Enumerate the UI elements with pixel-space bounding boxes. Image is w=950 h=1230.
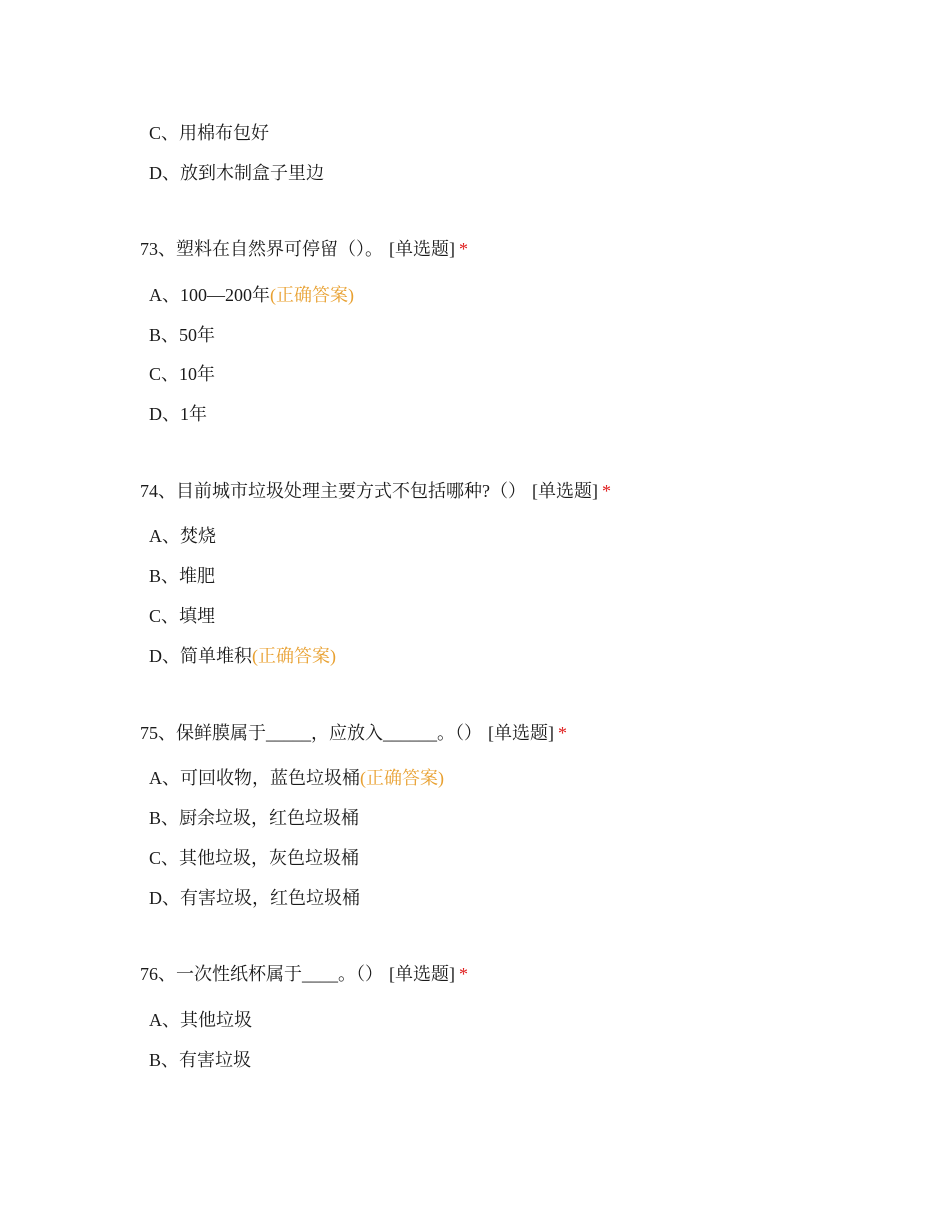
option-text: 有害垃圾，红色垃圾桶	[180, 888, 360, 908]
correct-answer-label: (正确答案)	[270, 285, 354, 305]
option-letter: C、	[149, 606, 180, 626]
option-c	[149, 847, 359, 869]
option-b	[149, 1049, 251, 1071]
option-letter: A、	[149, 285, 180, 305]
option-letter: B、	[149, 325, 180, 345]
question-title: 73、塑料在自然界可停留（）。	[140, 239, 383, 259]
option-text: 1年	[180, 404, 207, 424]
option-a	[149, 767, 444, 789]
option-text: 其他垃圾，灰色垃圾桶	[179, 848, 360, 868]
option-d	[149, 887, 360, 909]
option-c	[149, 605, 215, 627]
required-mark: *	[459, 964, 468, 984]
option-a	[149, 1009, 252, 1031]
option-text: 10年	[179, 364, 216, 384]
option-letter: B、	[149, 808, 180, 828]
question-title-row	[140, 480, 611, 502]
option-letter: C、	[149, 364, 180, 384]
option-letter: B、	[149, 566, 180, 586]
option-a	[149, 284, 354, 306]
option-letter: A、	[149, 768, 180, 788]
option-c	[149, 363, 215, 385]
option-text: 填埋	[179, 606, 216, 626]
option-letter: C、	[149, 123, 180, 143]
option-text: 焚烧	[180, 526, 216, 546]
option-d	[149, 162, 324, 184]
question-type-tag: [单选题]	[389, 964, 455, 984]
option-a	[149, 525, 216, 547]
option-b	[149, 565, 215, 587]
option-d	[149, 645, 336, 667]
required-mark: *	[459, 239, 468, 259]
option-text: 堆肥	[179, 566, 216, 586]
option-letter: B、	[149, 1050, 180, 1070]
question-title-row	[140, 722, 567, 744]
question-title: 74、目前城市垃圾处理主要方式不包括哪种?（）	[140, 481, 526, 501]
option-text: 用棉布包好	[179, 123, 270, 143]
required-mark: *	[558, 723, 567, 743]
question-title-row	[140, 238, 468, 260]
option-letter: A、	[149, 1010, 180, 1030]
option-text: 50年	[179, 325, 216, 345]
question-type-tag: [单选题]	[488, 723, 554, 743]
option-c	[149, 122, 269, 144]
question-type-tag: [单选题]	[532, 481, 598, 501]
question-type-tag: [单选题]	[389, 239, 455, 259]
question-title: 76、一次性纸杯属于____。（）	[140, 964, 383, 984]
option-text: 其他垃圾	[180, 1010, 252, 1030]
option-letter: D、	[149, 646, 180, 666]
option-text: 放到木制盒子里边	[180, 163, 324, 183]
option-letter: A、	[149, 526, 180, 546]
option-letter: D、	[149, 404, 180, 424]
option-text: 100—200年	[180, 285, 270, 305]
required-mark: *	[602, 481, 611, 501]
question-title-row	[140, 963, 468, 985]
correct-answer-label: (正确答案)	[360, 768, 444, 788]
question-title: 75、保鲜膜属于_____，应放入______。（）	[140, 723, 482, 743]
option-b	[149, 324, 215, 346]
option-text: 简单堆积	[180, 646, 252, 666]
option-text: 厨余垃圾，红色垃圾桶	[179, 808, 360, 828]
option-letter: D、	[149, 163, 180, 183]
correct-answer-label: (正确答案)	[252, 646, 336, 666]
option-b	[149, 807, 359, 829]
option-d	[149, 403, 207, 425]
option-letter: D、	[149, 888, 180, 908]
option-letter: C、	[149, 848, 180, 868]
option-text: 可回收物，蓝色垃圾桶	[180, 768, 360, 788]
option-text: 有害垃圾	[179, 1050, 252, 1070]
